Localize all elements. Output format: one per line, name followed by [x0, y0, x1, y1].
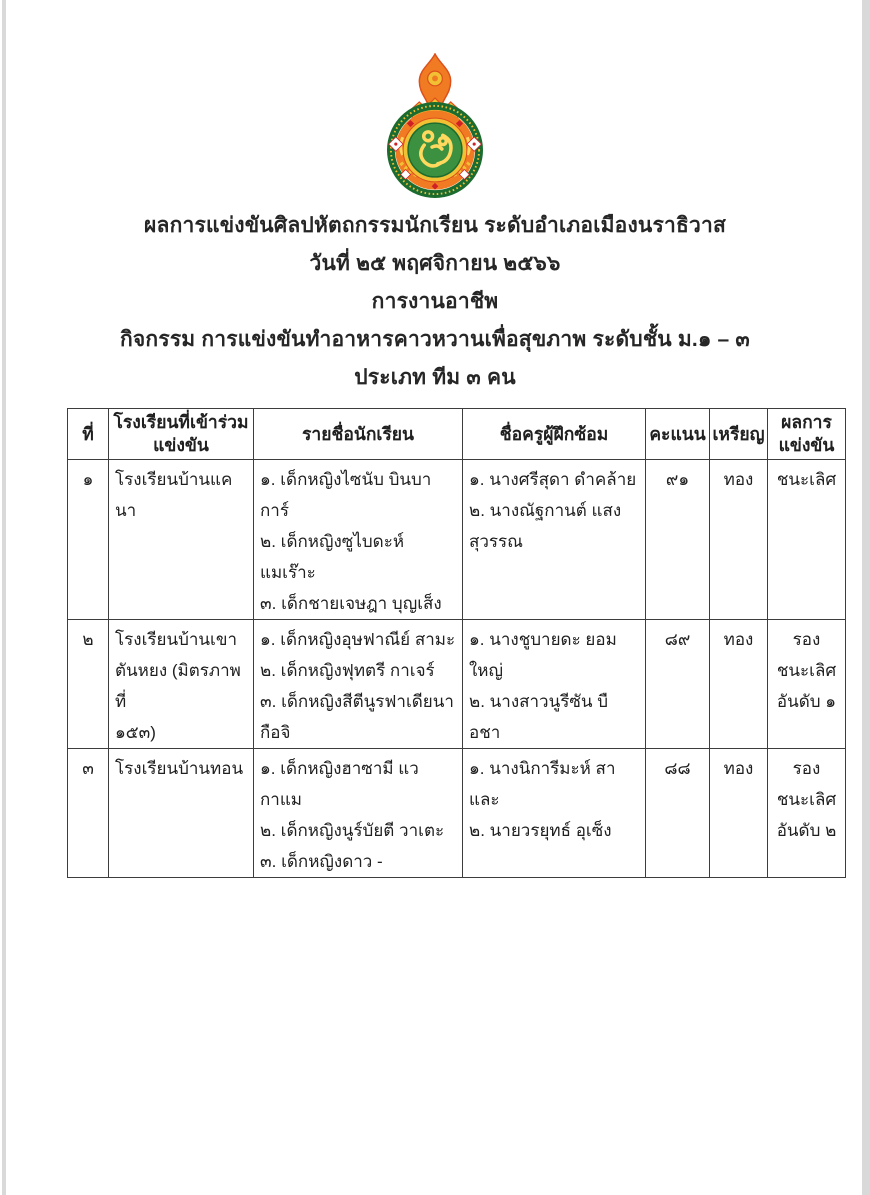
- table-row: [68, 620, 846, 749]
- col-header-school: โรงเรียนที่เข้าร่วม แข่งขัน: [109, 409, 254, 460]
- col-header-no: ที่: [68, 409, 109, 460]
- medal-cell: ทอง: [710, 620, 768, 749]
- teachers-cell: ๑. นางศรีสุดา ดำคล้าย ๒. นางณัฐกานต์ แสงสุวรรณ: [463, 460, 646, 620]
- table-header-row: [68, 409, 846, 460]
- teachers-cell: ๑. นางนิการีมะห์ สาและ ๒. นายวรยุทธ์ อุเซ็ง: [463, 749, 646, 878]
- result-cell: รอง ชนะเลิศ อันดับ ๒: [768, 749, 846, 878]
- score-cell: ๙๑: [646, 460, 710, 620]
- col-header-medal: เหรียญ: [710, 409, 768, 460]
- students-cell: ๑. เด็กหญิงไซนับ บินบาการ์ ๒. เด็กหญิงซูไบดะห์ แมเร๊าะ ๓. เด็กชายเจษฎา บุญเส็ง: [254, 460, 463, 620]
- school-cell: โรงเรียนบ้านเขา ตันหยง (มิตรภาพที่ ๑๕๓): [109, 620, 254, 749]
- event-date: วันที่ ๒๕ พฤศจิกายน ๒๕๖๖: [309, 252, 561, 275]
- title-block: [0, 207, 870, 397]
- activity-title: กิจกรรม การแข่งขันทำอาหารคาวหวานเพื่อสุขภาพ ระดับชั้น ม.๑ – ๓: [120, 328, 750, 351]
- col-header-teachers: ชื่อครูผู้ฝึกซ้อม: [463, 409, 646, 460]
- table-row: [68, 749, 846, 878]
- score-cell: ๘๘: [646, 749, 710, 878]
- teachers-cell: ๑. นางชูบายดะ ยอมใหญ่ ๒. นางสาวนูรีซัน บือชา: [463, 620, 646, 749]
- results-table: [67, 408, 846, 878]
- school-cell: โรงเรียนบ้านแคนา: [109, 460, 254, 620]
- table-row: [68, 460, 846, 620]
- no-cell: ๑: [68, 460, 109, 620]
- category-title: การงานอาชีพ: [371, 290, 499, 313]
- medal-cell: ทอง: [710, 749, 768, 878]
- col-header-students: รายชื่อนักเรียน: [254, 409, 463, 460]
- page-edge-left: [2, 0, 6, 1195]
- result-cell: รอง ชนะเลิศ อันดับ ๑: [768, 620, 846, 749]
- document-title: ผลการแข่งขันศิลปหัตถกรรมนักเรียน ระดับอำเภอเมืองนราธิวาส: [144, 214, 726, 237]
- result-cell: ชนะเลิศ: [768, 460, 846, 620]
- students-cell: ๑. เด็กหญิงฮาซามี แวกาแม ๒. เด็กหญิงนูร์บัยตี วาเตะ ๓. เด็กหญิงดาว -: [254, 749, 463, 878]
- school-cell: โรงเรียนบ้านทอน: [109, 749, 254, 878]
- col-header-result: ผลการ แข่งขัน: [768, 409, 846, 460]
- col-header-score: คะแนน: [646, 409, 710, 460]
- obec-emblem-icon: [380, 53, 490, 198]
- no-cell: ๓: [68, 749, 109, 878]
- medal-cell: ทอง: [710, 460, 768, 620]
- team-type: ประเภท ทีม ๓ คน: [354, 366, 516, 389]
- obec-emblem-logo: [380, 53, 490, 198]
- score-cell: ๘๙: [646, 620, 710, 749]
- page-edge-right: [862, 0, 870, 1195]
- students-cell: ๑. เด็กหญิงอุษฟาณีย์ สามะ ๒. เด็กหญิงฟุทตรี กาเจร์ ๓. เด็กหญิงสีตีนูรฟาเดียนา กือจิ: [254, 620, 463, 749]
- no-cell: ๒: [68, 620, 109, 749]
